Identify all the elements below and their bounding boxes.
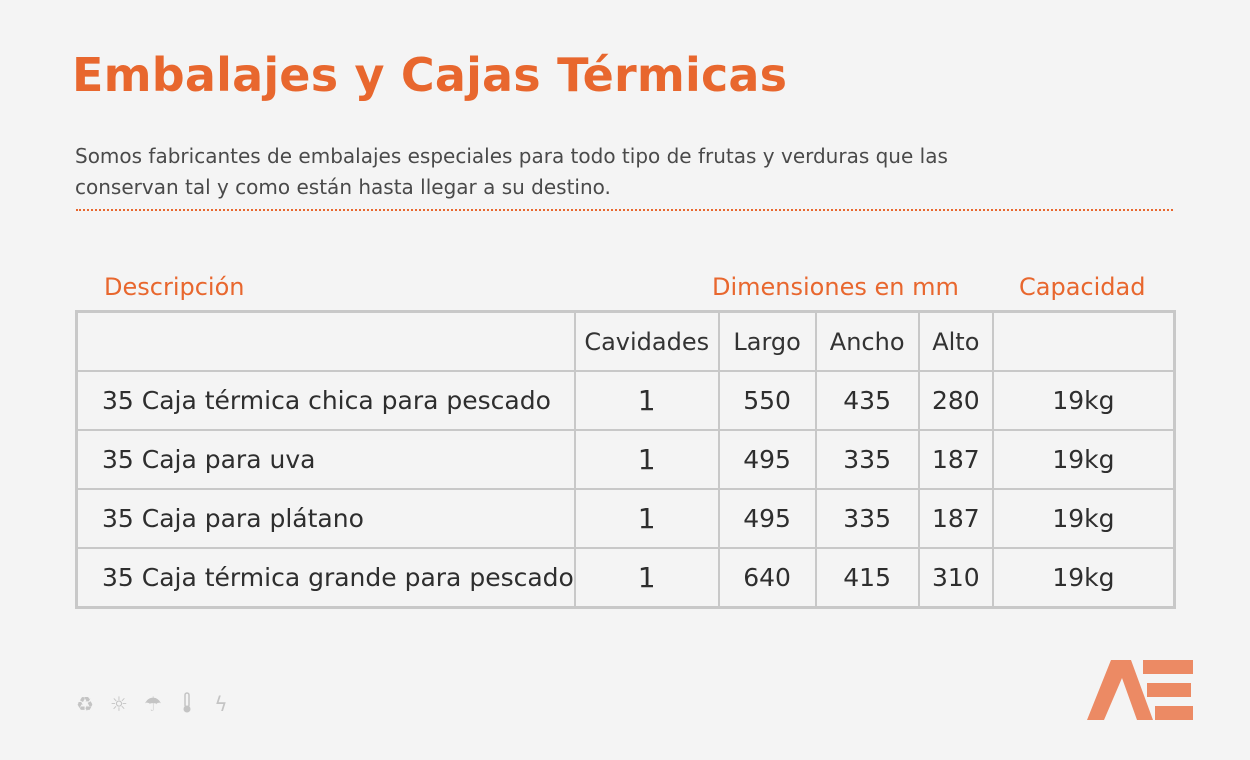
thermometer-icon [176,692,198,719]
row-ancho: 415 [816,548,919,608]
row-alto: 187 [919,489,993,548]
row-capacidad: 19kg [993,430,1175,489]
column-header-description [77,312,575,372]
feature-icons [74,692,232,719]
column-header-capacidad [993,312,1175,372]
row-description: 35 Caja térmica grande para pescado [77,548,575,608]
lightning-icon: ϟ [214,692,228,716]
row-cavidades: 1 [575,548,719,608]
column-header-cavidades: Cavidades [575,312,719,372]
row-ancho: 435 [816,371,919,430]
row-alto: 187 [919,430,993,489]
table-row [77,548,1175,608]
row-largo: 495 [719,489,816,548]
row-cavidades: 1 [575,430,719,489]
row-capacidad: 19kg [993,489,1175,548]
dotted-divider [76,209,1173,211]
page-title: Embalajes y Cajas Térmicas [72,48,788,102]
column-header-alto: Alto [919,312,993,372]
row-largo: 550 [719,371,816,430]
table-row [77,371,1175,430]
description-label: Descripción [104,273,245,301]
umbrella-icon: ☂ [144,692,162,716]
page-subtitle: Somos fabricantes de embalajes especiales para todo tipo de frutas y verduras que las conservan tal y como están hasta llegar a su destino. [75,144,948,199]
product-table [75,310,1176,609]
table-header-row [77,312,1175,372]
dimensions-label: Dimensiones en mm [712,273,959,301]
row-ancho: 335 [816,489,919,548]
row-alto: 310 [919,548,993,608]
company-logo [1087,660,1193,720]
row-cavidades: 1 [575,489,719,548]
row-ancho: 335 [816,430,919,489]
recycle-icon: ♻ [76,692,94,716]
column-header-largo: Largo [719,312,816,372]
row-description: 35 Caja para plátano [77,489,575,548]
capacity-label: Capacidad [1019,273,1146,301]
table-row [77,430,1175,489]
table-row [77,489,1175,548]
row-description: 35 Caja para uva [77,430,575,489]
row-capacidad: 19kg [993,548,1175,608]
row-capacidad: 19kg [993,371,1175,430]
sun-icon: ☼ [110,692,128,716]
row-largo: 640 [719,548,816,608]
row-description: 35 Caja térmica chica para pescado [77,371,575,430]
column-header-ancho: Ancho [816,312,919,372]
row-cavidades: 1 [575,371,719,430]
row-largo: 495 [719,430,816,489]
row-alto: 280 [919,371,993,430]
